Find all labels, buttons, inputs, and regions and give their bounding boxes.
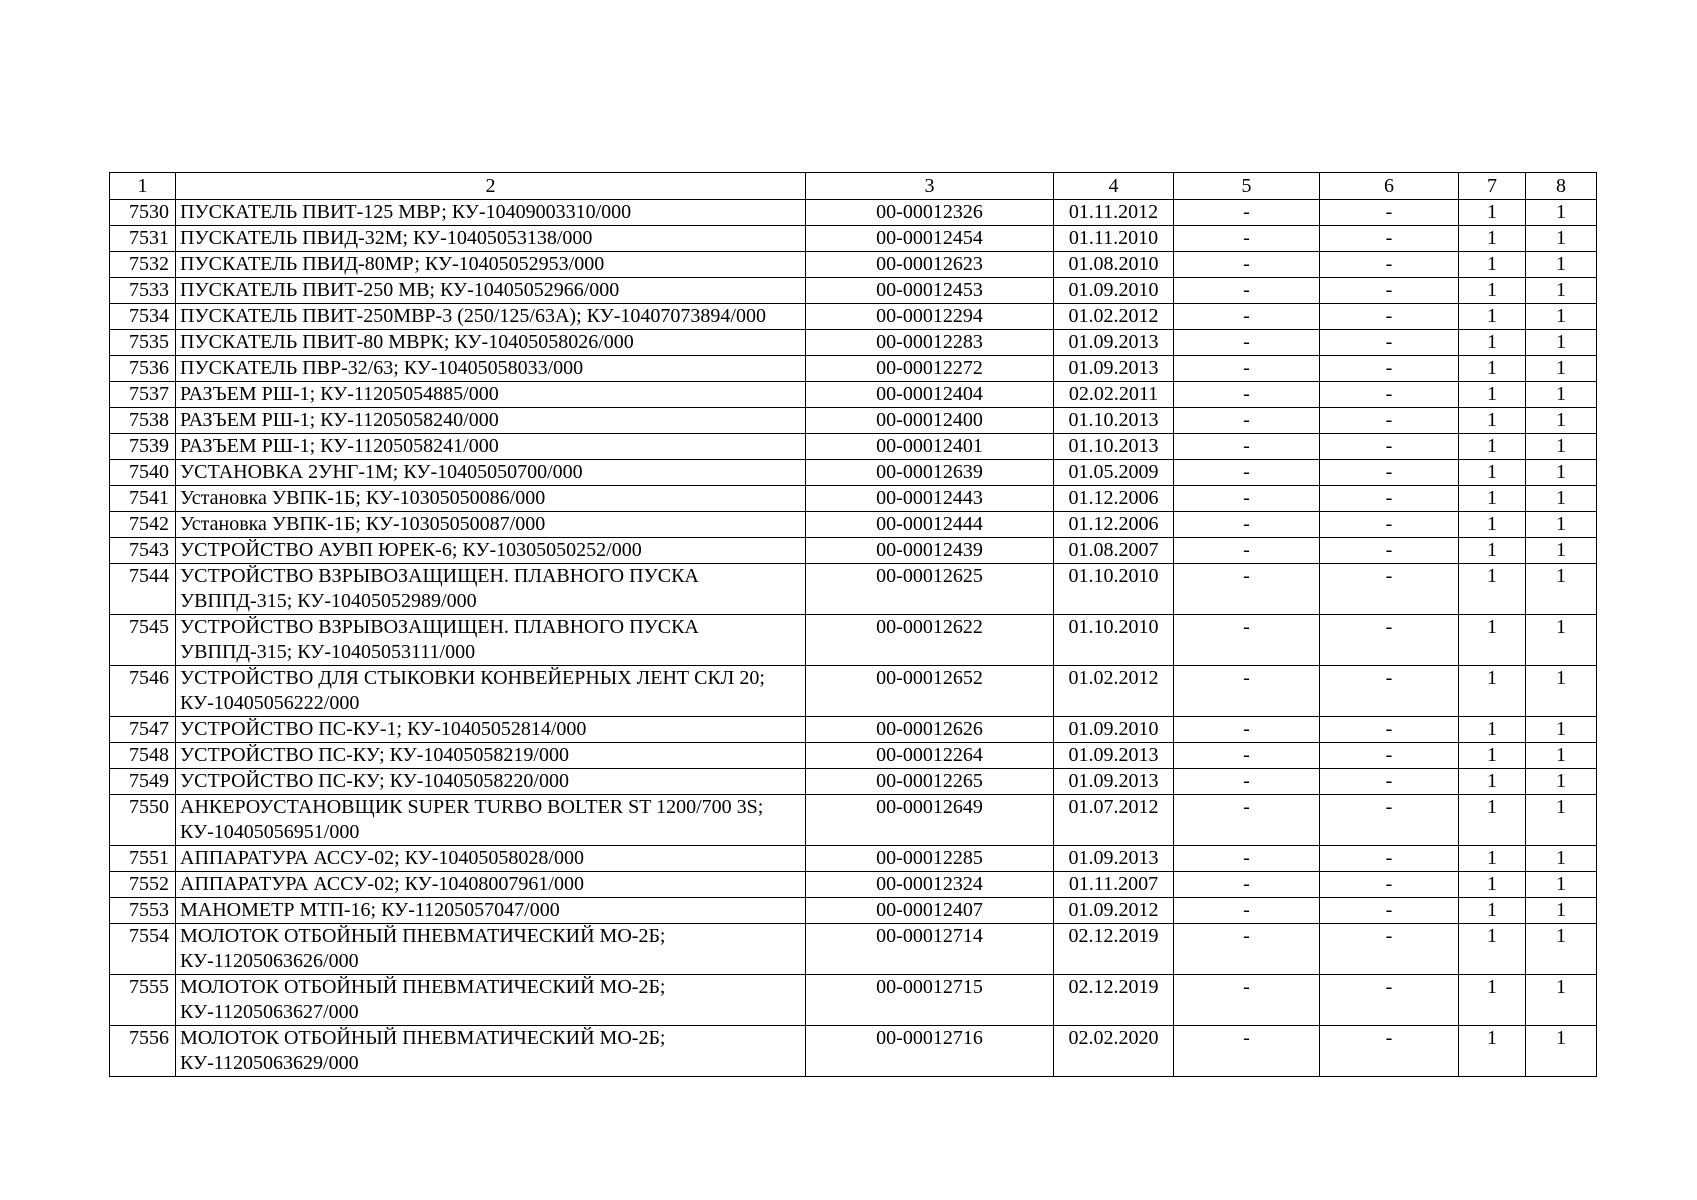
column-5-value: - (1174, 872, 1320, 898)
row-number: 7532 (110, 252, 176, 278)
date: 01.08.2010 (1054, 252, 1174, 278)
row-number: 7547 (110, 717, 176, 743)
inventory-code: 00-00012264 (806, 743, 1054, 769)
column-8-value: 1 (1526, 666, 1597, 717)
row-number: 7546 (110, 666, 176, 717)
item-name: АППАРАТУРА АССУ-02; КУ-10408007961/000 (176, 872, 806, 898)
item-name: ПУСКАТЕЛЬ ПВИД-32М; КУ-10405053138/000 (176, 226, 806, 252)
date: 01.08.2007 (1054, 538, 1174, 564)
inventory-code: 00-00012272 (806, 356, 1054, 382)
column-5-value: - (1174, 717, 1320, 743)
column-7-value: 1 (1459, 717, 1526, 743)
column-7-value: 1 (1459, 795, 1526, 846)
column-7-value: 1 (1459, 924, 1526, 975)
inventory-code: 00-00012439 (806, 538, 1054, 564)
column-header-4: 4 (1054, 173, 1174, 200)
column-6-value: - (1320, 200, 1459, 226)
column-8-value: 1 (1526, 252, 1597, 278)
column-7-value: 1 (1459, 382, 1526, 408)
table-row (110, 304, 1597, 330)
column-8-value: 1 (1526, 564, 1597, 615)
inventory-code: 00-00012715 (806, 975, 1054, 1026)
column-8-value: 1 (1526, 1026, 1597, 1077)
column-header-1: 1 (110, 173, 176, 200)
item-name: Установка УВПК-1Б; КУ-10305050086/000 (176, 486, 806, 512)
column-8-value: 1 (1526, 382, 1597, 408)
row-number: 7549 (110, 769, 176, 795)
inventory-code: 00-00012623 (806, 252, 1054, 278)
table-row (110, 382, 1597, 408)
item-name: МОЛОТОК ОТБОЙНЫЙ ПНЕВМАТИЧЕСКИЙ МО-2Б; КУ-11205063629/000 (176, 1026, 806, 1077)
item-name: ПУСКАТЕЛЬ ПВИТ-250МВР-3 (250/125/63А); КУ-10407073894/000 (176, 304, 806, 330)
column-6-value: - (1320, 846, 1459, 872)
column-5-value: - (1174, 252, 1320, 278)
column-7-value: 1 (1459, 1026, 1526, 1077)
column-6-value: - (1320, 717, 1459, 743)
item-name: ПУСКАТЕЛЬ ПВИТ-80 МВРК; КУ-10405058026/000 (176, 330, 806, 356)
column-6-value: - (1320, 666, 1459, 717)
row-number: 7541 (110, 486, 176, 512)
row-number: 7552 (110, 872, 176, 898)
row-number: 7537 (110, 382, 176, 408)
date: 01.11.2010 (1054, 226, 1174, 252)
column-5-value: - (1174, 769, 1320, 795)
column-5-value: - (1174, 356, 1320, 382)
column-6-value: - (1320, 278, 1459, 304)
column-6-value: - (1320, 460, 1459, 486)
row-number: 7533 (110, 278, 176, 304)
column-8-value: 1 (1526, 330, 1597, 356)
column-6-value: - (1320, 975, 1459, 1026)
table-row (110, 538, 1597, 564)
inventory-code: 00-00012326 (806, 200, 1054, 226)
column-7-value: 1 (1459, 226, 1526, 252)
item-name: УСТРОЙСТВО ПС-КУ; КУ-10405058220/000 (176, 769, 806, 795)
column-7-value: 1 (1459, 512, 1526, 538)
row-number: 7556 (110, 1026, 176, 1077)
column-5-value: - (1174, 666, 1320, 717)
column-5-value: - (1174, 924, 1320, 975)
table-row (110, 872, 1597, 898)
column-header-3: 3 (806, 173, 1054, 200)
date: 01.11.2012 (1054, 200, 1174, 226)
column-8-value: 1 (1526, 486, 1597, 512)
column-6-value: - (1320, 898, 1459, 924)
date: 01.10.2013 (1054, 408, 1174, 434)
column-7-value: 1 (1459, 743, 1526, 769)
item-name: УСТРОЙСТВО ДЛЯ СТЫКОВКИ КОНВЕЙЕРНЫХ ЛЕНТ СКЛ 20; КУ-10405056222/000 (176, 666, 806, 717)
table-row (110, 512, 1597, 538)
column-7-value: 1 (1459, 538, 1526, 564)
date: 01.10.2013 (1054, 434, 1174, 460)
column-7-value: 1 (1459, 304, 1526, 330)
date: 01.02.2012 (1054, 666, 1174, 717)
inventory-code: 00-00012404 (806, 382, 1054, 408)
column-6-value: - (1320, 382, 1459, 408)
inventory-code: 00-00012285 (806, 846, 1054, 872)
column-5-value: - (1174, 408, 1320, 434)
item-name: Установка УВПК-1Б; КУ-10305050087/000 (176, 512, 806, 538)
column-6-value: - (1320, 872, 1459, 898)
table-row (110, 717, 1597, 743)
date: 02.02.2011 (1054, 382, 1174, 408)
column-8-value: 1 (1526, 846, 1597, 872)
column-6-value: - (1320, 226, 1459, 252)
column-5-value: - (1174, 898, 1320, 924)
column-8-value: 1 (1526, 408, 1597, 434)
item-name: УСТАНОВКА 2УНГ-1М; КУ-10405050700/000 (176, 460, 806, 486)
row-number: 7538 (110, 408, 176, 434)
column-7-value: 1 (1459, 615, 1526, 666)
inventory-code: 00-00012453 (806, 278, 1054, 304)
column-7-value: 1 (1459, 666, 1526, 717)
table-row (110, 200, 1597, 226)
date: 02.12.2019 (1054, 975, 1174, 1026)
column-7-value: 1 (1459, 872, 1526, 898)
item-name: ПУСКАТЕЛЬ ПВР-32/63; КУ-10405058033/000 (176, 356, 806, 382)
column-5-value: - (1174, 278, 1320, 304)
inventory-code: 00-00012265 (806, 769, 1054, 795)
column-8-value: 1 (1526, 434, 1597, 460)
table-row (110, 226, 1597, 252)
column-6-value: - (1320, 924, 1459, 975)
column-6-value: - (1320, 486, 1459, 512)
column-6-value: - (1320, 408, 1459, 434)
column-header-5: 5 (1174, 173, 1320, 200)
column-5-value: - (1174, 743, 1320, 769)
table-row (110, 460, 1597, 486)
table-row (110, 252, 1597, 278)
column-7-value: 1 (1459, 434, 1526, 460)
column-6-value: - (1320, 769, 1459, 795)
column-5-value: - (1174, 226, 1320, 252)
column-7-value: 1 (1459, 846, 1526, 872)
column-7-value: 1 (1459, 898, 1526, 924)
column-7-value: 1 (1459, 278, 1526, 304)
date: 01.05.2009 (1054, 460, 1174, 486)
date: 01.11.2007 (1054, 872, 1174, 898)
column-header-7: 7 (1459, 173, 1526, 200)
column-6-value: - (1320, 356, 1459, 382)
date: 01.02.2012 (1054, 304, 1174, 330)
item-name: ПУСКАТЕЛЬ ПВИД-80МР; КУ-10405052953/000 (176, 252, 806, 278)
column-5-value: - (1174, 304, 1320, 330)
column-8-value: 1 (1526, 898, 1597, 924)
column-8-value: 1 (1526, 975, 1597, 1026)
inventory-code: 00-00012294 (806, 304, 1054, 330)
inventory-code: 00-00012443 (806, 486, 1054, 512)
table-row (110, 975, 1597, 1026)
table-row (110, 769, 1597, 795)
column-6-value: - (1320, 512, 1459, 538)
column-header-6: 6 (1320, 173, 1459, 200)
row-number: 7553 (110, 898, 176, 924)
item-name: УСТРОЙСТВО ВЗРЫВОЗАЩИЩЕН. ПЛАВНОГО ПУСКА УВППД-315; КУ-10405052989/000 (176, 564, 806, 615)
table-row (110, 846, 1597, 872)
column-7-value: 1 (1459, 356, 1526, 382)
row-number: 7540 (110, 460, 176, 486)
row-number: 7531 (110, 226, 176, 252)
column-8-value: 1 (1526, 717, 1597, 743)
date: 01.09.2013 (1054, 846, 1174, 872)
item-name: АНКЕРОУСТАНОВЩИК SUPER TURBO BOLTER ST 1200/700 3S; КУ-10405056951/000 (176, 795, 806, 846)
inventory-code: 00-00012652 (806, 666, 1054, 717)
table-row (110, 795, 1597, 846)
date: 01.12.2006 (1054, 512, 1174, 538)
row-number: 7555 (110, 975, 176, 1026)
column-8-value: 1 (1526, 278, 1597, 304)
inventory-code: 00-00012283 (806, 330, 1054, 356)
table-row (110, 408, 1597, 434)
table-row (110, 486, 1597, 512)
table-row (110, 356, 1597, 382)
column-8-value: 1 (1526, 924, 1597, 975)
column-8-value: 1 (1526, 795, 1597, 846)
column-5-value: - (1174, 512, 1320, 538)
date: 01.09.2013 (1054, 769, 1174, 795)
row-number: 7548 (110, 743, 176, 769)
column-7-value: 1 (1459, 769, 1526, 795)
row-number: 7543 (110, 538, 176, 564)
inventory-code: 00-00012407 (806, 898, 1054, 924)
date: 01.09.2013 (1054, 330, 1174, 356)
column-5-value: - (1174, 1026, 1320, 1077)
row-number: 7534 (110, 304, 176, 330)
column-5-value: - (1174, 795, 1320, 846)
column-8-value: 1 (1526, 872, 1597, 898)
column-6-value: - (1320, 615, 1459, 666)
row-number: 7530 (110, 200, 176, 226)
inventory-code: 00-00012454 (806, 226, 1054, 252)
column-5-value: - (1174, 200, 1320, 226)
date: 01.09.2010 (1054, 278, 1174, 304)
item-name: МАНОМЕТР МТП-16; КУ-11205057047/000 (176, 898, 806, 924)
column-5-value: - (1174, 564, 1320, 615)
column-6-value: - (1320, 538, 1459, 564)
row-number: 7551 (110, 846, 176, 872)
inventory-code: 00-00012625 (806, 564, 1054, 615)
column-header-2: 2 (176, 173, 806, 200)
date: 02.02.2020 (1054, 1026, 1174, 1077)
column-6-value: - (1320, 1026, 1459, 1077)
inventory-code: 00-00012400 (806, 408, 1054, 434)
date: 01.10.2010 (1054, 615, 1174, 666)
table-row (110, 330, 1597, 356)
column-6-value: - (1320, 743, 1459, 769)
item-name: МОЛОТОК ОТБОЙНЫЙ ПНЕВМАТИЧЕСКИЙ МО-2Б; КУ-11205063627/000 (176, 975, 806, 1026)
column-8-value: 1 (1526, 512, 1597, 538)
column-7-value: 1 (1459, 252, 1526, 278)
column-6-value: - (1320, 795, 1459, 846)
inventory-code: 00-00012649 (806, 795, 1054, 846)
column-7-value: 1 (1459, 486, 1526, 512)
row-number: 7542 (110, 512, 176, 538)
column-6-value: - (1320, 252, 1459, 278)
inventory-code: 00-00012626 (806, 717, 1054, 743)
table-row (110, 924, 1597, 975)
column-5-value: - (1174, 382, 1320, 408)
row-number: 7554 (110, 924, 176, 975)
inventory-code: 00-00012716 (806, 1026, 1054, 1077)
item-name: ПУСКАТЕЛЬ ПВИТ-250 МВ; КУ-10405052966/000 (176, 278, 806, 304)
column-5-value: - (1174, 538, 1320, 564)
column-7-value: 1 (1459, 975, 1526, 1026)
column-5-value: - (1174, 615, 1320, 666)
column-8-value: 1 (1526, 615, 1597, 666)
inventory-table (109, 172, 1597, 1077)
column-8-value: 1 (1526, 304, 1597, 330)
column-5-value: - (1174, 460, 1320, 486)
column-5-value: - (1174, 434, 1320, 460)
date: 01.09.2013 (1054, 356, 1174, 382)
table-row (110, 434, 1597, 460)
item-name: УСТРОЙСТВО ВЗРЫВОЗАЩИЩЕН. ПЛАВНОГО ПУСКА УВППД-315; КУ-10405053111/000 (176, 615, 806, 666)
item-name: УСТРОЙСТВО ПС-КУ; КУ-10405058219/000 (176, 743, 806, 769)
table-row (110, 278, 1597, 304)
column-7-value: 1 (1459, 460, 1526, 486)
table-row (110, 666, 1597, 717)
date: 02.12.2019 (1054, 924, 1174, 975)
inventory-code: 00-00012444 (806, 512, 1054, 538)
item-name: РАЗЪЕМ РШ-1; КУ-11205058241/000 (176, 434, 806, 460)
inventory-code: 00-00012714 (806, 924, 1054, 975)
column-7-value: 1 (1459, 408, 1526, 434)
date: 01.09.2012 (1054, 898, 1174, 924)
inventory-code: 00-00012639 (806, 460, 1054, 486)
column-8-value: 1 (1526, 356, 1597, 382)
table-row (110, 615, 1597, 666)
column-8-value: 1 (1526, 743, 1597, 769)
inventory-code: 00-00012324 (806, 872, 1054, 898)
column-8-value: 1 (1526, 226, 1597, 252)
item-name: ПУСКАТЕЛЬ ПВИТ-125 МВР; КУ-10409003310/000 (176, 200, 806, 226)
table-body (110, 200, 1597, 1077)
date: 01.10.2010 (1054, 564, 1174, 615)
column-7-value: 1 (1459, 200, 1526, 226)
item-name: УСТРОЙСТВО ПС-КУ-1; КУ-10405052814/000 (176, 717, 806, 743)
column-8-value: 1 (1526, 200, 1597, 226)
column-8-value: 1 (1526, 538, 1597, 564)
row-number: 7535 (110, 330, 176, 356)
inventory-code: 00-00012622 (806, 615, 1054, 666)
item-name: РАЗЪЕМ РШ-1; КУ-11205054885/000 (176, 382, 806, 408)
column-6-value: - (1320, 304, 1459, 330)
column-6-value: - (1320, 564, 1459, 615)
column-7-value: 1 (1459, 330, 1526, 356)
row-number: 7550 (110, 795, 176, 846)
column-5-value: - (1174, 330, 1320, 356)
item-name: АППАРАТУРА АССУ-02; КУ-10405058028/000 (176, 846, 806, 872)
item-name: РАЗЪЕМ РШ-1; КУ-11205058240/000 (176, 408, 806, 434)
table-row (110, 564, 1597, 615)
table-row (110, 898, 1597, 924)
row-number: 7539 (110, 434, 176, 460)
table-row (110, 743, 1597, 769)
column-5-value: - (1174, 975, 1320, 1026)
inventory-code: 00-00012401 (806, 434, 1054, 460)
column-6-value: - (1320, 330, 1459, 356)
item-name: МОЛОТОК ОТБОЙНЫЙ ПНЕВМАТИЧЕСКИЙ МО-2Б; КУ-11205063626/000 (176, 924, 806, 975)
date: 01.09.2010 (1054, 717, 1174, 743)
table-row (110, 1026, 1597, 1077)
column-8-value: 1 (1526, 460, 1597, 486)
column-header-8: 8 (1526, 173, 1597, 200)
item-name: УСТРОЙСТВО АУВП ЮРЕК-6; КУ-10305050252/000 (176, 538, 806, 564)
column-5-value: - (1174, 486, 1320, 512)
date: 01.07.2012 (1054, 795, 1174, 846)
column-5-value: - (1174, 846, 1320, 872)
date: 01.12.2006 (1054, 486, 1174, 512)
table-header-row (110, 173, 1597, 200)
row-number: 7536 (110, 356, 176, 382)
column-6-value: - (1320, 434, 1459, 460)
row-number: 7544 (110, 564, 176, 615)
column-8-value: 1 (1526, 769, 1597, 795)
column-7-value: 1 (1459, 564, 1526, 615)
date: 01.09.2013 (1054, 743, 1174, 769)
row-number: 7545 (110, 615, 176, 666)
